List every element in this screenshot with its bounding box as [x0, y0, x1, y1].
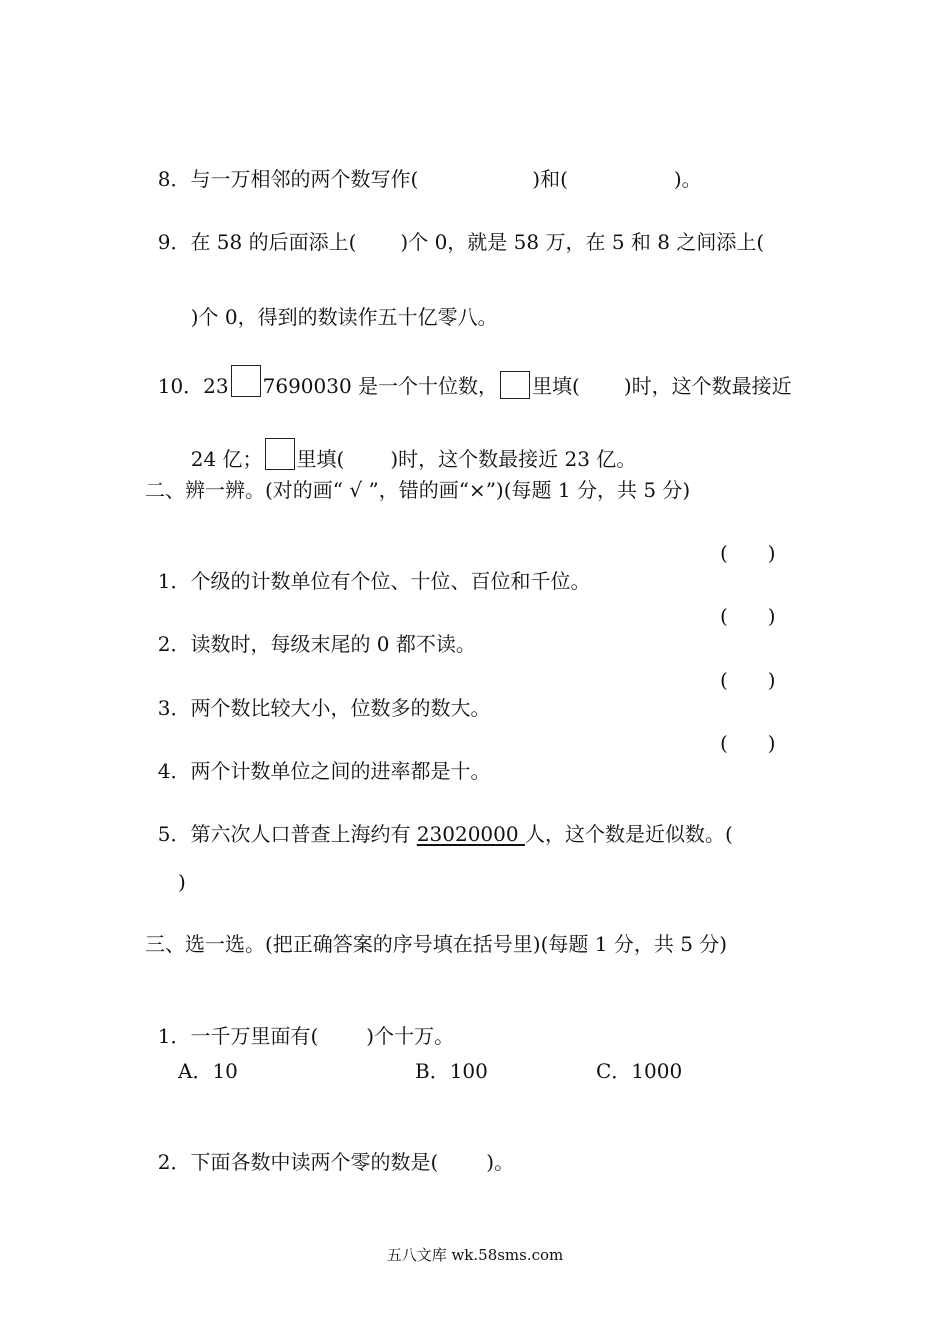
answer-paren[interactable]: ( ) [720, 668, 776, 692]
judge-item-1 [145, 539, 590, 595]
question-text: 下面各数中读两个零的数是( [190, 1150, 439, 1174]
choice-question-2 [145, 1120, 514, 1176]
footer-watermark: 五八文库 wk.58sms.com [386, 1246, 564, 1264]
question-text: 与一万相邻的两个数写作( [190, 167, 419, 191]
question-number: 1． [157, 569, 191, 593]
section-3-title: 三、选一选。(把正确答案的序号填在括号里)(每题 1 分，共 5 分) [145, 932, 728, 956]
question-number: 2． [157, 1150, 191, 1174]
question-10-line-1 [145, 337, 792, 400]
choice-question-1 [145, 994, 454, 1050]
question-text: )。 [673, 167, 702, 191]
question-text: )。 [486, 1150, 515, 1174]
option-b[interactable]: B．100 [415, 1059, 488, 1083]
section-2-title: 二、辨一辨。(对的画“ √ ”，错的画“×”)(每题 1 分，共 5 分) [145, 478, 691, 502]
question-text: 里填( [532, 374, 580, 398]
question-9-line-1 [145, 200, 764, 256]
question-text: )个十万。 [366, 1024, 455, 1048]
question-text: 里填( [296, 447, 345, 471]
answer-paren[interactable]: ( ) [720, 731, 776, 755]
question-number: 10． [157, 374, 204, 398]
question-text: 读数时，每级末尾的 0 都不读。 [190, 632, 476, 656]
digit-box[interactable] [231, 365, 261, 397]
underlined-number: 23020000 [416, 822, 525, 846]
question-9-line-2 [178, 275, 498, 331]
question-text: 第六次人口普查上海约有 [190, 822, 417, 846]
digit-box-icon [500, 371, 530, 399]
question-number: 5． [157, 822, 191, 846]
question-number: 2． [157, 632, 191, 656]
judge-item-3 [145, 666, 490, 722]
question-text: )时，这个数最接近 [623, 374, 792, 398]
question-text: )个 0，就是 58 万，在 5 和 8 之间添上( [400, 230, 765, 254]
question-text: 7690030 是一个十位数， [262, 374, 499, 398]
answer-paren[interactable]: ( ) [720, 541, 776, 565]
question-text: 两个数比较大小，位数多的数大。 [190, 696, 491, 720]
question-text: 23 [203, 374, 229, 398]
question-text: 个级的计数单位有个位、十位、百位和千位。 [190, 569, 591, 593]
judge-item-2 [145, 602, 476, 658]
judge-item-5 [145, 792, 733, 848]
judge-item-5-close-paren[interactable]: ) [178, 870, 186, 894]
question-number: 4． [157, 759, 191, 783]
question-number: 3． [157, 696, 191, 720]
digit-box-icon [265, 438, 295, 470]
question-text: 24 亿； [190, 447, 263, 471]
question-text: )时，这个数最接近 23 亿。 [390, 447, 637, 471]
question-text: 人，这个数是近似数。( [524, 822, 733, 846]
question-10-line-2 [178, 410, 636, 473]
question-text: 在 58 的后面添上( [190, 230, 357, 254]
question-8 [145, 137, 702, 193]
question-text: )个 0，得到的数读作五十亿零八。 [190, 305, 498, 329]
answer-paren[interactable]: ( ) [720, 604, 776, 628]
question-text: 一千万里面有( [190, 1024, 319, 1048]
question-number: 8． [157, 167, 191, 191]
option-c[interactable]: C．1000 [596, 1059, 683, 1083]
judge-item-4 [145, 729, 490, 785]
option-a[interactable]: A．10 [178, 1059, 238, 1083]
question-number: 1． [157, 1024, 191, 1048]
question-text: 两个计数单位之间的进率都是十。 [190, 759, 491, 783]
question-text: )和( [532, 167, 568, 191]
question-number: 9． [157, 230, 191, 254]
